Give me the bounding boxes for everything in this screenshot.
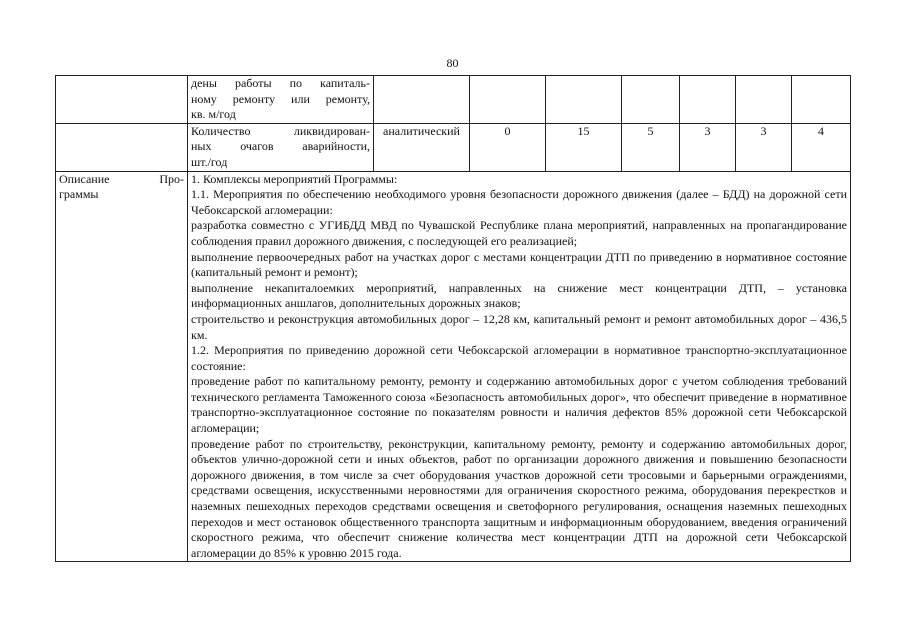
indicator-cell <box>188 123 374 171</box>
description-label-cell <box>56 171 188 562</box>
method-cell <box>374 76 470 124</box>
indicator-line: дены работы по капиталь- <box>191 76 370 90</box>
program-description-cell <box>188 171 851 562</box>
description-paragraph: проведение работ по строительству, реконструкции, капитальному ремонту, ремонту и содержанию автомобильных дорог, объектов улично-дорожной сети и иных объектов, работ по организации дорожного движения и повышению безопасности дорожного движения, в том числе за счет оборудования участков дорожной сети тросовыми и барьерными ограждениями, средствами освещения, искусственными неровностями для ограничения скоростного режима, оборудования перекрестков и наземных пешеходных переходов средствами освещения и светофорного регулирования, оснащения наземных пешеходных переходов и мест остановок общественного транспорта защитным и информационным оборудованием, введения ограничений скоростного режима, что обеспечит снижение количества мест концентрации ДТП на дорожной сети Чебоксарской агломерации до 85% к уровню 2015 года. <box>191 436 847 560</box>
description-paragraph: выполнение некапиталоемких мероприятий, направленных на снижение мест концентрации ДТП, – установка информационных аншлагов, дополнительных дорожных знаков; <box>191 280 847 311</box>
value-cell <box>546 76 622 124</box>
value-cell: 0 <box>470 123 546 171</box>
indicator-line: ных очагов аварийности, <box>191 139 370 154</box>
page-number: 80 <box>446 56 459 70</box>
table-row <box>56 123 851 171</box>
row-label-cell <box>56 123 188 171</box>
value-cell <box>622 76 680 124</box>
indicator-cell <box>188 76 374 124</box>
description-paragraph: 1.2. Мероприятия по приведению дорожной сети Чебоксарской агломерации в нормативное транспортно-эксплуатационное состояние: <box>191 343 847 373</box>
value-cell <box>792 76 851 124</box>
indicator-line: кв. м/год <box>191 107 236 122</box>
value-cell <box>470 76 546 124</box>
description-label: Описание <box>59 171 110 186</box>
method-cell: аналитический <box>374 123 470 171</box>
indicator-line: Количество ликвидирован- <box>191 123 370 138</box>
value-cell: 4 <box>792 123 851 171</box>
value-cell <box>680 76 736 124</box>
description-paragraph: выполнение первоочередных работ на участках дорог с местами концентрации ДТП по приведению в нормативное состояние (капитальный ремонт и ремонт); <box>191 249 847 280</box>
table-row <box>56 76 851 124</box>
description-label: Про- <box>159 171 184 186</box>
row-label-cell <box>56 76 188 124</box>
value-cell <box>736 76 792 124</box>
value-cell: 3 <box>736 123 792 171</box>
description-paragraph: строительство и реконструкция автомобильных дорог – 12,28 км, капитальный ремонт и ремонт автомобильных дорог – 436,5 км. <box>191 311 847 342</box>
program-table <box>55 75 851 562</box>
value-cell: 15 <box>546 123 622 171</box>
description-paragraph: проведение работ по капитальному ремонту, ремонту и содержанию автомобильных дорог с учетом соблюдения требований технического регламента Таможенного союза «Безопасность автомобильных дорог», что обеспечит приведение в нормативное транспортно-эксплуатационное состояние по показателям ровности и наличия дефектов 85% дорожной сети Чебоксарской агломерации; <box>191 374 847 436</box>
description-paragraph: 1. Комплексы мероприятий Программы: <box>191 171 398 186</box>
indicator-line: шт./год <box>191 154 228 169</box>
value-cell: 5 <box>622 123 680 171</box>
table-row <box>56 171 851 562</box>
value-cell: 3 <box>680 123 736 171</box>
description-paragraph: разработка совместно с УГИБДД МВД по Чувашской Республике плана мероприятий, направленных на пропагандирование соблюдения правил дорожного движения, с последующей его реализацией; <box>191 218 847 248</box>
indicator-line: ному ремонту или ремонту, <box>191 91 370 106</box>
description-label: граммы <box>59 187 99 202</box>
description-paragraph: 1.1. Мероприятия по обеспечению необходимого уровня безопасности дорожного движения (далее – БДД) на дорожной сети Чебоксарской агломерации: <box>191 187 847 217</box>
